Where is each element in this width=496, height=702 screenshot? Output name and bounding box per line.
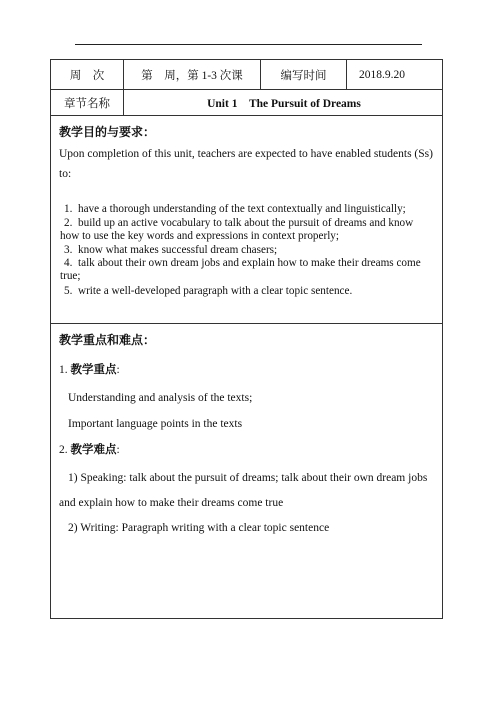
key-point-item: Understanding and analysis of the texts; bbox=[68, 392, 253, 404]
objective-item bbox=[60, 217, 434, 243]
header-rule bbox=[75, 44, 422, 45]
key-points-number: 1. bbox=[59, 364, 68, 376]
key-points-label: 教学重点 bbox=[70, 364, 117, 376]
objectives-intro: Upon completion of this unit, teachers are expected to have enabled students (Ss) to: bbox=[59, 148, 433, 180]
objective-text: know what makes successful dream chasers; bbox=[78, 244, 278, 256]
objective-item bbox=[64, 203, 434, 216]
objective-number: 4. bbox=[64, 257, 73, 269]
difficulty-label: 教学难点 bbox=[70, 444, 117, 456]
objective-number: 3. bbox=[64, 244, 73, 256]
focus-title: 教学重点和难点： bbox=[59, 333, 156, 347]
objective-text: write a well-developed paragraph with a clear topic sentence. bbox=[78, 285, 353, 297]
objective-text: talk about their own dream jobs and explain how to make their dreams come true; bbox=[60, 257, 421, 282]
week-label: 周 次 bbox=[51, 60, 124, 89]
difficulty-number: 2. bbox=[59, 444, 68, 456]
week-row bbox=[51, 60, 442, 90]
objective-item bbox=[64, 244, 434, 257]
focus-section bbox=[51, 324, 442, 620]
objectives-section bbox=[51, 116, 442, 324]
objective-number: 1. bbox=[64, 203, 73, 215]
week-value: 第 周，第 1-3 次课 bbox=[124, 60, 261, 89]
objective-number: 5. bbox=[64, 285, 73, 297]
chapter-value: Unit 1 The Pursuit of Dreams bbox=[207, 97, 361, 110]
difficulty-item: 2) Writing: Paragraph writing with a clear topic sentence bbox=[68, 522, 330, 534]
objective-item bbox=[60, 257, 434, 283]
objective-item bbox=[64, 285, 434, 298]
chapter-label: 章节名称 bbox=[51, 90, 124, 115]
difficulty-heading: 2. 教学难点: bbox=[59, 444, 120, 456]
key-points-heading: 1. 教学重点: bbox=[59, 364, 120, 376]
objective-number: 2. bbox=[64, 217, 73, 229]
chapter-row bbox=[51, 90, 442, 116]
compile-time-label: 编写时间 bbox=[261, 60, 347, 89]
lesson-plan-table bbox=[50, 59, 443, 619]
compile-time-value: 2018.9.20 bbox=[359, 68, 405, 81]
objectives-title: 教学目的与要求： bbox=[59, 125, 156, 139]
difficulty-item: 1) Speaking: talk about the pursuit of dreams; talk about their own dream jobs and explain how to make their dreams come true bbox=[59, 472, 428, 509]
objective-text: have a thorough understanding of the text contextually and linguistically; bbox=[78, 203, 406, 215]
objective-text: build up an active vocabulary to talk about the pursuit of dreams and know how to use the key words and expressions in context properly; bbox=[60, 217, 414, 242]
key-point-item: Important language points in the texts bbox=[68, 418, 243, 430]
